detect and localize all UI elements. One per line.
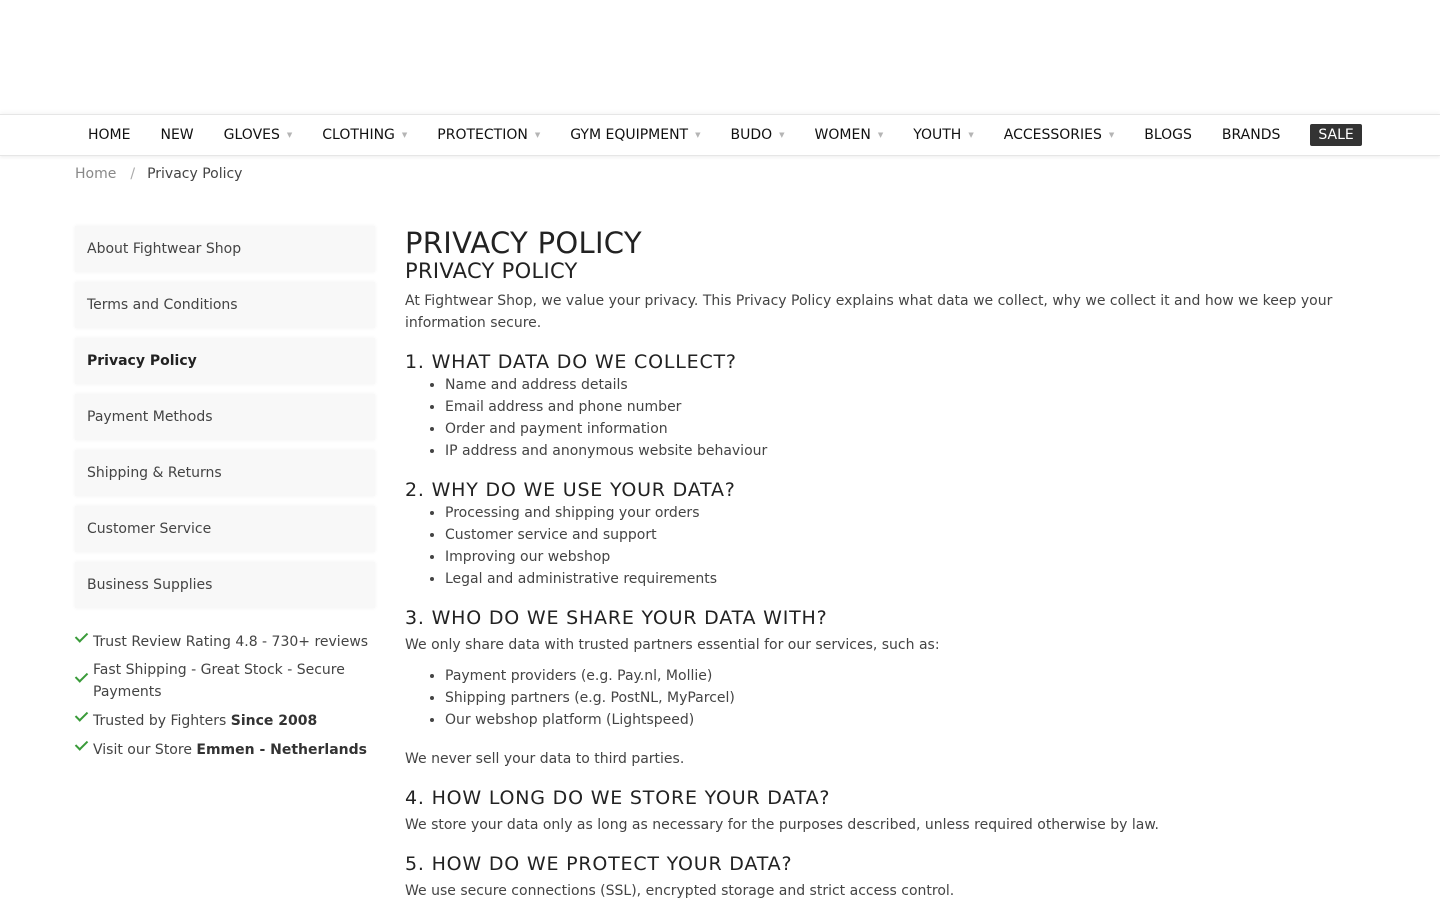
sidebar-item-terms[interactable]: Terms and Conditions: [75, 282, 375, 328]
nav-item-sale[interactable]: SALE: [1310, 124, 1361, 146]
list-item: • Name and address details: [445, 374, 1365, 396]
nav-item-clothing[interactable]: CLOTHING ▼: [322, 127, 408, 143]
nav-item-brands[interactable]: BRANDS: [1221, 127, 1281, 143]
nav-item-women[interactable]: WOMEN ▼: [814, 127, 884, 143]
use-list: [405, 502, 1365, 590]
breadcrumb: [75, 166, 242, 182]
chevron-down-icon: ▼: [695, 131, 701, 139]
breadcrumb-current: Privacy Policy: [147, 166, 243, 182]
list-item: • Our webshop platform (Lightspeed): [445, 709, 1365, 731]
sidebar-item-shipping[interactable]: Shipping & Returns: [75, 450, 375, 496]
share-lead: We only share data with trusted partners essential for our services, such as:: [405, 637, 940, 653]
sidebar-item-business[interactable]: Business Supplies: [75, 562, 375, 608]
usp-text: Fast Shipping - Great Stock - Secure Payments: [93, 662, 345, 700]
check-icon: [75, 738, 93, 761]
breadcrumb-home-link[interactable]: Home: [75, 166, 117, 182]
section-heading: 2. WHY DO WE USE YOUR DATA?: [405, 479, 736, 501]
chevron-down-icon: ▼: [286, 131, 293, 139]
list-item: • Email address and phone number: [445, 396, 1365, 418]
sidebar-item-customer-service[interactable]: Customer Service: [75, 506, 375, 552]
list-item: • Shipping partners (e.g. PostNL, MyParcel): [445, 687, 1365, 709]
usp-text: Trusted by Fighters Since 2008: [93, 712, 318, 729]
sidebar-item-about[interactable]: About Fightwear Shop: [75, 226, 375, 272]
section-heading: 1. WHAT DATA DO WE COLLECT?: [405, 351, 737, 373]
policy-content: [405, 226, 1365, 902]
header-area: [0, 0, 1440, 114]
usp-item: [75, 709, 375, 732]
page-title: PRIVACY POLICY: [405, 226, 642, 260]
chevron-down-icon: ▼: [968, 131, 974, 139]
share-note: We never sell your data to third parties.: [405, 751, 685, 767]
sidebar-item-payment[interactable]: Payment Methods: [75, 394, 375, 440]
share-list: [405, 665, 1365, 731]
usp-item: [75, 659, 375, 703]
nav-item-home[interactable]: HOME: [88, 127, 131, 143]
nav-item-blogs[interactable]: BLOGS: [1144, 127, 1192, 143]
intro-text: At Fightwear Shop, we value your privacy. This Privacy Policy explains what data we collect, why we collect it and how we keep your information secure.: [405, 293, 1333, 331]
sidebar: [75, 226, 375, 767]
chevron-down-icon: ▼: [779, 131, 785, 139]
breadcrumb-separator: /: [130, 166, 136, 182]
check-icon: [75, 670, 93, 693]
check-icon: [75, 630, 93, 653]
usp-text: Visit our Store Emmen - Netherlands: [93, 741, 367, 758]
nav-item-accessories[interactable]: ACCESSORIES ▼: [1003, 127, 1115, 143]
chevron-down-icon: ▼: [1108, 131, 1115, 139]
chevron-down-icon: ▼: [534, 131, 541, 139]
chevron-down-icon: ▼: [877, 131, 884, 139]
collect-list: [405, 374, 1365, 462]
usp-item: [75, 630, 375, 653]
section-heading: 4. HOW LONG DO WE STORE YOUR DATA?: [405, 787, 831, 809]
check-icon: [75, 709, 93, 732]
list-item: • Payment providers (e.g. Pay.nl, Mollie): [445, 665, 1365, 687]
sidebar-item-privacy[interactable]: Privacy Policy: [75, 338, 375, 384]
list-item: • Customer service and support: [445, 524, 1365, 546]
section-heading: 5. HOW DO WE PROTECT YOUR DATA?: [405, 853, 793, 875]
usp-text: Trust Review Rating 4.8 - 730+ reviews: [93, 633, 369, 650]
nav-item-gloves[interactable]: GLOVES ▼: [223, 127, 293, 143]
nav-item-budo[interactable]: BUDO ▼: [730, 127, 785, 143]
list-item: • IP address and anonymous website behaviour: [445, 440, 1365, 462]
protect-text: We use secure connections (SSL), encrypted storage and strict access control.: [405, 883, 955, 899]
nav-item-gym-equipment[interactable]: GYM EQUIPMENT ▼: [570, 127, 701, 143]
nav-item-youth[interactable]: YOUTH ▼: [913, 127, 974, 143]
list-item: • Legal and administrative requirements: [445, 568, 1365, 590]
section-heading: 3. WHO DO WE SHARE YOUR DATA WITH?: [405, 607, 828, 629]
nav-item-protection[interactable]: PROTECTION ▼: [437, 127, 541, 143]
usp-list: [75, 630, 375, 761]
chevron-down-icon: ▼: [401, 131, 408, 139]
storage-text: We store your data only as long as necessary for the purposes described, unless required otherwise by law.: [405, 817, 1159, 833]
main-nav: [0, 114, 1440, 156]
usp-item: [75, 738, 375, 761]
page-subtitle: PRIVACY POLICY: [405, 259, 578, 283]
list-item: • Improving our webshop: [445, 546, 1365, 568]
list-item: • Processing and shipping your orders: [445, 502, 1365, 524]
list-item: • Order and payment information: [445, 418, 1365, 440]
nav-item-new[interactable]: NEW: [160, 127, 194, 143]
